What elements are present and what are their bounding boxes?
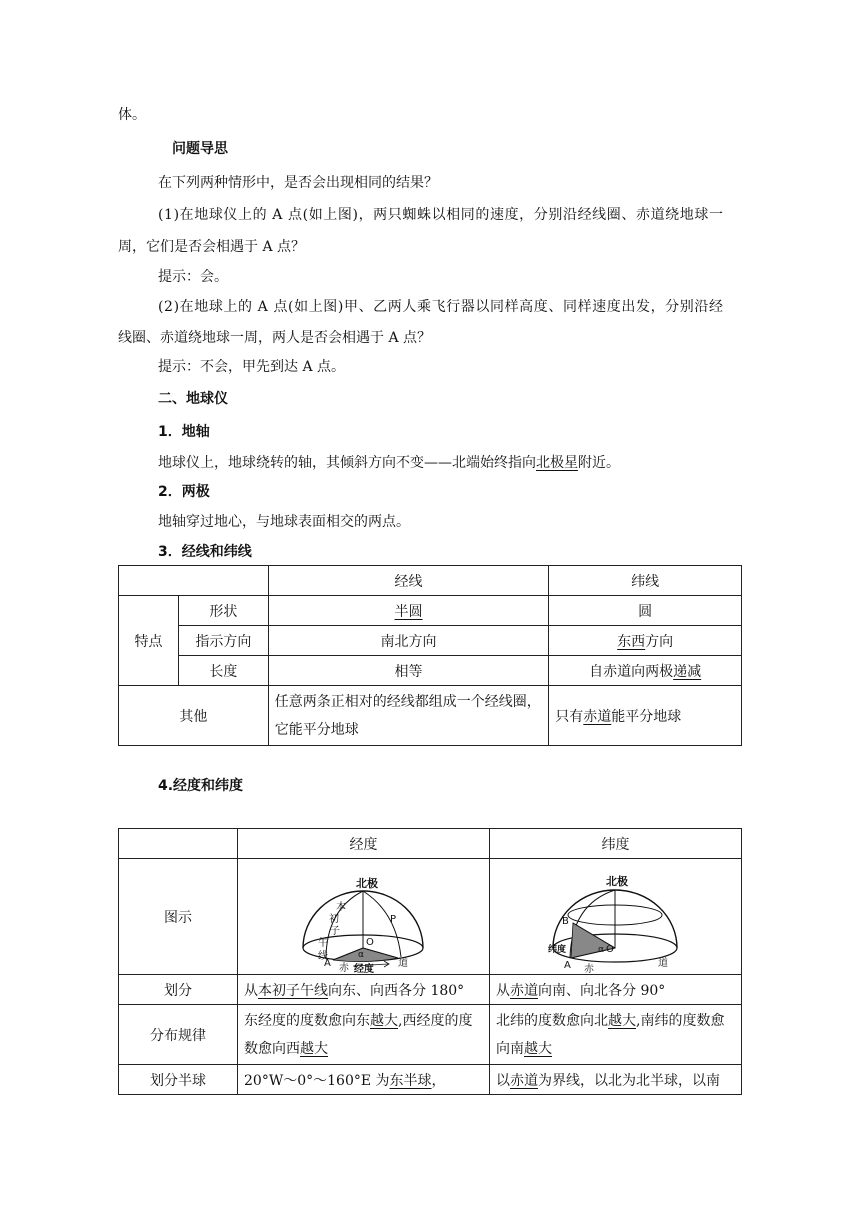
fig1-jingdu-label: 经度 [354, 963, 375, 974]
fig1-char-wu: 午 [318, 937, 329, 949]
fig1-char-chi: 赤 [339, 962, 350, 974]
table1-header-jingxian: 经线 [268, 566, 549, 596]
longitude-hemisphere-diagram [238, 860, 488, 974]
fig2-char-dao: 道 [658, 957, 668, 969]
table1-row-shape-jing: 半圆 [268, 596, 549, 626]
fig1-point-a: A [324, 957, 331, 969]
fig2-north-pole-label: 北极 [606, 874, 628, 888]
table2-figure-longitude-cell [238, 859, 490, 975]
table1-row-other-label: 其他 [119, 686, 269, 746]
section-2-title: 二、地球仪 [158, 391, 228, 407]
subsection-2-title: 2．两极 [158, 484, 210, 500]
table2-row-division-label: 划分 [119, 975, 238, 1005]
subsection-1-title: 1．地轴 [158, 424, 210, 440]
table2-row-hemisphere-jing: 20°W～0°～160°E 为东半球， [238, 1065, 490, 1095]
fig1-char-zi: 子 [330, 925, 341, 937]
table2-row-division-wei: 从赤道向南、向北各分 90° [490, 975, 742, 1005]
table1-header-weixian: 纬线 [549, 566, 742, 596]
subsection-2-text: 地轴穿过地心，与地球表面相交的两点。 [158, 514, 410, 530]
subsection-3-title: 3．经线和纬线 [158, 544, 252, 560]
table1-row-length-jing: 相等 [268, 656, 549, 686]
question-2-line-2: 线圈、赤道绕地球一周，两人是否会相遇于 A 点？ [118, 330, 432, 346]
table1-corner-cell [119, 566, 269, 596]
table1-tedian-label: 特点 [119, 596, 179, 686]
table2-row-figure-label: 图示 [119, 859, 238, 975]
fig2-point-b: B [562, 915, 569, 927]
table1-row-shape-label: 形状 [178, 596, 268, 626]
heading-wenti-daosi: 问题导思 [172, 141, 228, 157]
table1-row-direction-wei: 东西方向 [549, 626, 742, 656]
table2-row-distribution-wei: 北纬的度数愈向北越大,南纬的度数愈向南越大 [490, 1005, 742, 1065]
question-2-line-1: (2)在地球上的 A 点(如上图)甲、乙两人乘飞行器以同样高度、同样速度出发，分别沿经 [158, 299, 724, 315]
subsection-1-text: 地球仪上，地球绕转的轴，其倾斜方向不变——北端始终指向北极星附近。 [158, 455, 620, 471]
table2-figure-latitude-cell [490, 859, 742, 975]
fig2-center-o: O [606, 943, 614, 955]
table1-row-direction-jing: 南北方向 [268, 626, 549, 656]
table1-row-other-jing: 任意两条正相对的经线都组成一个经线圈，它能平分地球 [268, 686, 549, 746]
table2-corner-cell [119, 829, 238, 859]
question-1-line-1: (1)在地球仪上的 A 点(如上图)，两只蜘蛛以相同的速度，分别沿经线圈、赤道绕地球一 [158, 207, 724, 223]
fig2-weidu-label: 纬度 [548, 944, 567, 955]
table1-row-other-wei: 只有赤道能平分地球 [549, 686, 742, 746]
fig1-char-chu: 初 [329, 913, 340, 925]
fig1-char-dao: 道 [398, 957, 409, 969]
table1-row-length-wei: 自赤道向两极递减 [549, 656, 742, 686]
question-intro: 在下列两种情形中，是否会出现相同的结果？ [158, 175, 438, 191]
fig1-north-pole-label: 北极 [356, 876, 379, 890]
table2-header-jingdu: 经度 [238, 829, 490, 859]
text-ti: 体。 [118, 107, 146, 123]
table-longitude-latitude [118, 828, 742, 1095]
table1-row-length-label: 长度 [178, 656, 268, 686]
fig2-char-chi: 赤 [584, 963, 594, 974]
fig2-point-a: A [564, 959, 571, 971]
table-meridian-parallel [118, 565, 742, 746]
fig1-point-p: P [390, 913, 397, 925]
table2-row-hemisphere-wei: 以赤道为界线，以北为北半球，以南 [490, 1065, 742, 1095]
subsection-4-title: 4.经度和纬度 [158, 778, 244, 794]
fig1-char-ben: 本 [336, 901, 347, 913]
table2-header-weidu: 纬度 [490, 829, 742, 859]
hint-2: 提示：不会，甲先到达 A 点。 [158, 359, 346, 375]
table2-row-distribution-label: 分布规律 [119, 1005, 238, 1065]
beijixing-underlined: 北极星 [536, 455, 578, 471]
fig2-angle-alpha: α [598, 944, 604, 955]
table1-row-direction-label: 指示方向 [178, 626, 268, 656]
table2-row-hemisphere-label: 划分半球 [119, 1065, 238, 1095]
latitude-hemisphere-diagram [490, 860, 740, 974]
fig1-char-xian: 线 [318, 950, 329, 962]
table2-row-distribution-jing: 东经度的度数愈向东越大,西经度的度数愈向西越大 [238, 1005, 490, 1065]
fig1-center-o: O [366, 936, 374, 948]
question-1-line-2: 周，它们是否会相遇于 A 点？ [118, 239, 306, 255]
table2-row-division-jing: 从本初子午线向东、向西各分 180° [238, 975, 490, 1005]
table1-row-shape-wei: 圆 [549, 596, 742, 626]
hint-1: 提示：会。 [158, 269, 228, 285]
fig1-angle-alpha: α [358, 949, 364, 960]
